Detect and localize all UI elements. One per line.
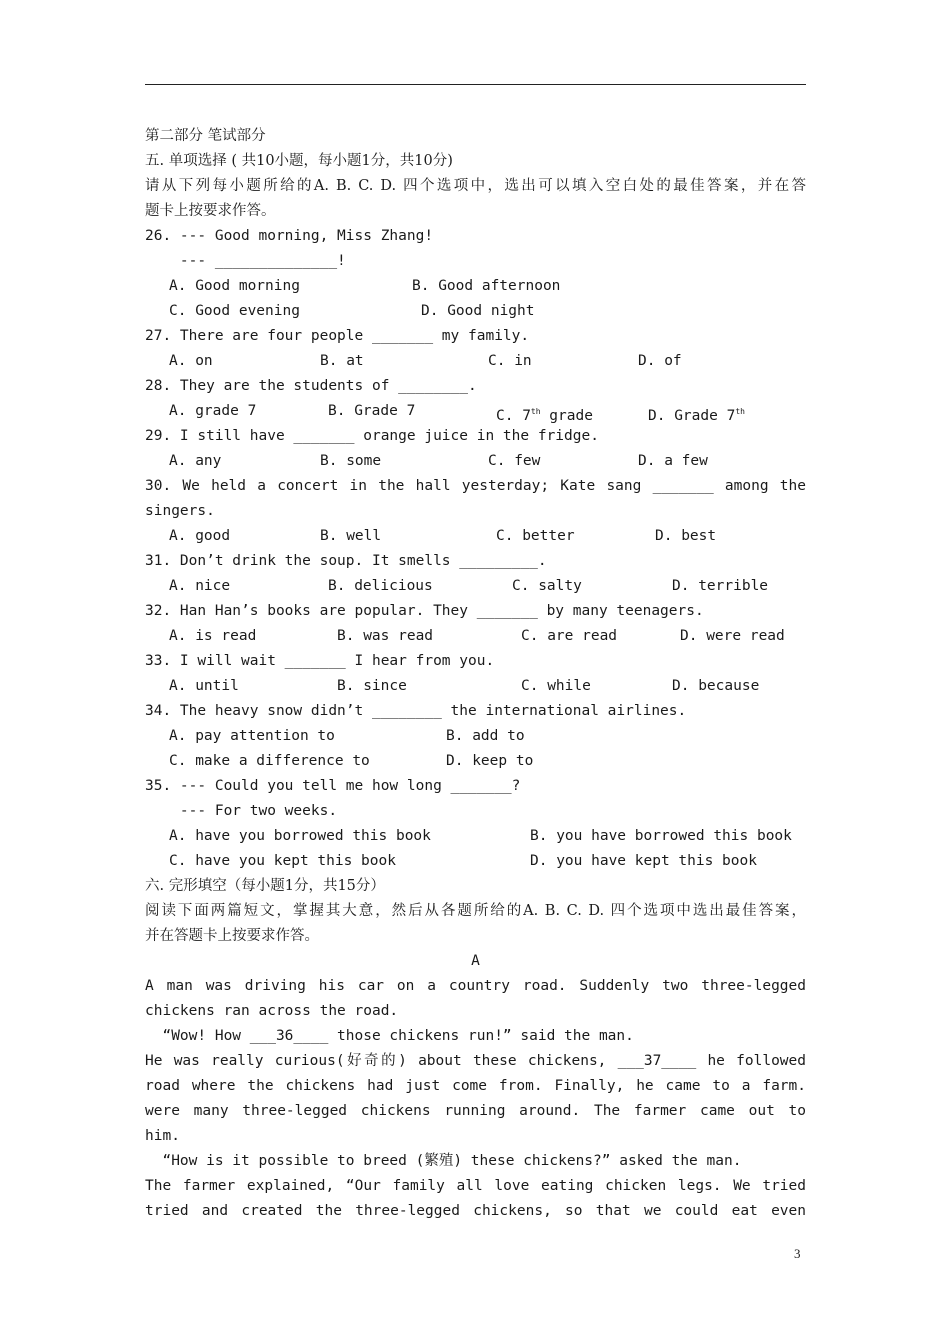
option-a: A. any: [169, 453, 222, 469]
passage-line: chickens ran across the road.: [145, 1003, 399, 1019]
passage-line: were many three-legged chickens running around. The farmer came out to: [145, 1103, 806, 1119]
option-d: D. best: [655, 528, 717, 544]
question-stem: 28. They are the students of ________.: [145, 378, 477, 394]
superscript: th: [735, 407, 745, 416]
option-c: C. are read: [521, 628, 618, 644]
option-b: B. well: [320, 528, 382, 544]
passage-line: him.: [145, 1128, 180, 1144]
option-c: C. Good evening: [169, 303, 300, 319]
passage-line: road where the chickens had just come from. Finally, he came to a farm.: [145, 1078, 806, 1094]
instructions-line: 阅读下面两篇短文，掌握其大意，然后从各题所给的A. B. C. D. 四个选项中选出最佳答案，: [145, 903, 806, 919]
option-c: C. have you kept this book: [169, 853, 396, 869]
question-stem: 26. --- Good morning, Miss Zhang!: [145, 228, 434, 244]
option-a: A. nice: [169, 578, 231, 594]
option-a: A. good: [169, 528, 231, 544]
question-stem: 35. --- Could you tell me how long _______?: [145, 778, 521, 794]
option-d: D. because: [672, 678, 760, 694]
question-stem: 30. We held a concert in the hall yesterday; Kate sang _______ among the: [145, 478, 806, 494]
page-number: 3: [794, 1246, 801, 1261]
question-stem: 31. Don’t drink the soup. It smells _________.: [145, 553, 547, 569]
question-stem: 27. There are four people _______ my family.: [145, 328, 530, 344]
passage-line: The farmer explained, “Our family all love eating chicken legs. We tried: [145, 1178, 806, 1194]
option-a: A. grade 7: [169, 403, 257, 419]
passage-line: tried and created the three-legged chickens, so that we could eat even: [145, 1203, 806, 1219]
option-b: B. you have borrowed this book: [530, 828, 792, 844]
option-c: C. better: [496, 528, 575, 544]
question-stem: 33. I will wait _______ I hear from you.: [145, 653, 495, 669]
superscript: th: [530, 407, 541, 416]
option-c: C. few: [488, 453, 541, 469]
section-heading: 六. 完形填空（每小题1分，共15分）: [145, 878, 385, 894]
question-stem: --- For two weeks.: [145, 803, 338, 819]
option-d: D. a few: [638, 453, 708, 469]
part-title: 第二部分 笔试部分: [145, 128, 266, 144]
option-a: A. until: [169, 678, 239, 694]
option-c: C. in: [488, 353, 532, 369]
option-c: C. make a difference to: [169, 753, 370, 769]
passage-line: “Wow! How ___36____ those chickens run!” said the man.: [145, 1028, 634, 1044]
option-d: D. were read: [680, 628, 785, 644]
passage-line: He was really curious(好奇的) about these chickens, ___37____ he followed: [145, 1053, 806, 1069]
option-b: B. Grade 7: [328, 403, 416, 419]
option-d: D. terrible: [672, 578, 769, 594]
question-stem: 32. Han Han’s books are popular. They _______ by many teenagers.: [145, 603, 704, 619]
option-text: D. Grade 7: [648, 408, 736, 424]
question-stem: 34. The heavy snow didn’t ________ the international airlines.: [145, 703, 687, 719]
option-c: C. while: [521, 678, 591, 694]
option-b: B. delicious: [328, 578, 433, 594]
option-a: A. pay attention to: [169, 728, 335, 744]
option-d: D. you have kept this book: [530, 853, 757, 869]
option-b: B. since: [337, 678, 407, 694]
question-stem: singers.: [145, 503, 215, 519]
option-a: A. on: [169, 353, 213, 369]
option-a: A. is read: [169, 628, 257, 644]
question-stem: 29. I still have _______ orange juice in the fridge.: [145, 428, 599, 444]
passage-line: “How is it possible to breed (繁殖) these chickens?” asked the man.: [145, 1153, 742, 1169]
passage-label: A: [471, 953, 480, 969]
option-b: B. was read: [337, 628, 434, 644]
option-text: grade: [540, 408, 593, 424]
option-b: B. at: [320, 353, 364, 369]
instructions-line: 请从下列每小题所给的A. B. C. D. 四个选项中，选出可以填入空白处的最佳答案，并在答: [145, 178, 806, 194]
question-stem: --- ______________!: [145, 253, 346, 269]
instructions-line: 并在答题卡上按要求作答。: [145, 928, 319, 944]
option-text: C. 7: [496, 408, 531, 424]
section-heading: 五. 单项选择 ( 共10小题，每小题1分，共10分): [145, 153, 453, 169]
option-a: A. Good morning: [169, 278, 300, 294]
option-a: A. have you borrowed this book: [169, 828, 431, 844]
instructions-line: 题卡上按要求作答。: [145, 203, 276, 219]
option-b: B. Good afternoon: [412, 278, 561, 294]
passage-line: A man was driving his car on a country road. Suddenly two three-legged: [145, 978, 806, 994]
option-d: D. keep to: [446, 753, 534, 769]
option-c: [496, 399, 593, 424]
option-d: D. of: [638, 353, 682, 369]
option-b: B. add to: [446, 728, 525, 744]
option-d: D. Good night: [421, 303, 535, 319]
header-rule: [145, 84, 806, 85]
option-c: C. salty: [512, 578, 582, 594]
option-d: [648, 399, 745, 424]
option-b: B. some: [320, 453, 382, 469]
